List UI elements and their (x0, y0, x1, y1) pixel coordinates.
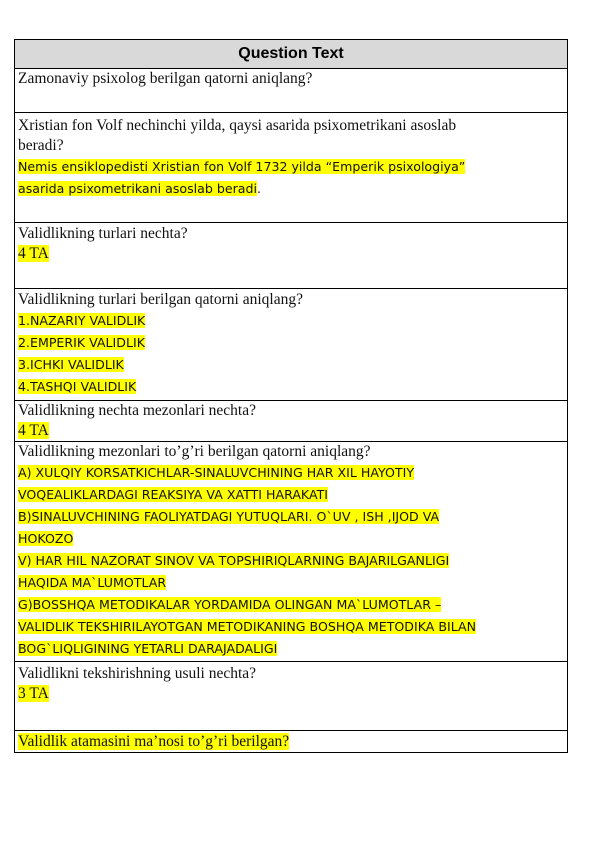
table-row (15, 731, 568, 753)
answer-text: 1.NAZARIY VALIDLIK (18, 313, 146, 328)
answer-text: Nemis ensiklopedisti Xristian fon Volf 1732 yilda “Emperik psixologiya” (18, 159, 466, 174)
answer-text: G)BOSSHQA METODIKALAR YORDAMIDA OLINGAN MA`LUMOTLAR – (18, 597, 442, 612)
question-cell (15, 731, 568, 753)
answer-text: 4 TA (18, 422, 49, 439)
question-text: Validlikning turlari nechta? (18, 225, 188, 242)
question-text: Zamonaviy psixolog berilgan qatorni aniqlang? (18, 70, 313, 87)
question-text: Validlikning mezonlari to’g’ri berilgan qatorni aniqlang? (18, 443, 371, 460)
table-row (15, 113, 568, 223)
answer-text: HOKOZO (18, 531, 74, 546)
answer-text: A) XULQIY KORSATKICHLAR-SINALUVCHINING HAR XIL HAYOTIY (18, 465, 415, 480)
question-text: beradi? (18, 137, 64, 154)
table-row (15, 223, 568, 289)
table-row (15, 69, 568, 113)
table-row (15, 401, 568, 442)
answer-text: 2.EMPERIK VALIDLIK (18, 335, 145, 350)
answer-text: V) HAR HIL NAZORAT SINOV VA TOPSHIRIQLARNING BAJARILGANLIGI (18, 553, 450, 568)
column-header-question-text: Question Text (15, 40, 568, 69)
answer-text: BOG`LIQLIGINING YETARLI DARAJADALIGI (18, 641, 278, 656)
table-row (15, 442, 568, 662)
question-cell (15, 113, 568, 223)
question-cell (15, 289, 568, 401)
answer-text: 4.TASHQI VALIDLIK (18, 379, 137, 394)
question-cell (15, 662, 568, 731)
answer-text: 3.ICHKI VALIDLIK (18, 357, 124, 372)
question-text: Validlikning nechta mezonlari nechta? (18, 402, 257, 419)
question-text: Validlikning turlari berilgan qatorni aniqlang? (18, 291, 303, 308)
answer-text: VOQEALIKLARDAGI REAKSIYA VA XATTI HARAKATI (18, 487, 329, 502)
answer-text: asarida psixometrikani asoslab beradi. (18, 181, 262, 196)
question-text: Validlik atamasini ma’nosi to’g’ri berilgan? (18, 732, 290, 750)
question-text: Validlikni tekshirishning usuli nechta? (18, 665, 257, 682)
table-header-row (15, 40, 568, 69)
answer-text: 3 TA (18, 685, 49, 702)
answer-text: B)SINALUVCHINING FAOLIYATDAGI YUTUQLARI. O`UV , ISH ,IJOD VA (18, 509, 440, 524)
answer-text: 4 TA (18, 245, 49, 262)
answer-text: HAQIDA MA`LUMOTLAR (18, 575, 167, 590)
table-row (15, 662, 568, 731)
question-cell (15, 223, 568, 289)
answer-text: VALIDLIK TEKSHIRILAYOTGAN METODIKANING BOSHQA METODIKA BILAN (18, 619, 477, 634)
question-text: Xristian fon Volf nechinchi yilda, qaysi asarida psixometrikani asoslab (18, 117, 457, 134)
question-cell (15, 401, 568, 442)
question-cell (15, 442, 568, 662)
question-cell (15, 69, 568, 113)
table-row (15, 289, 568, 401)
question-table (14, 39, 568, 753)
